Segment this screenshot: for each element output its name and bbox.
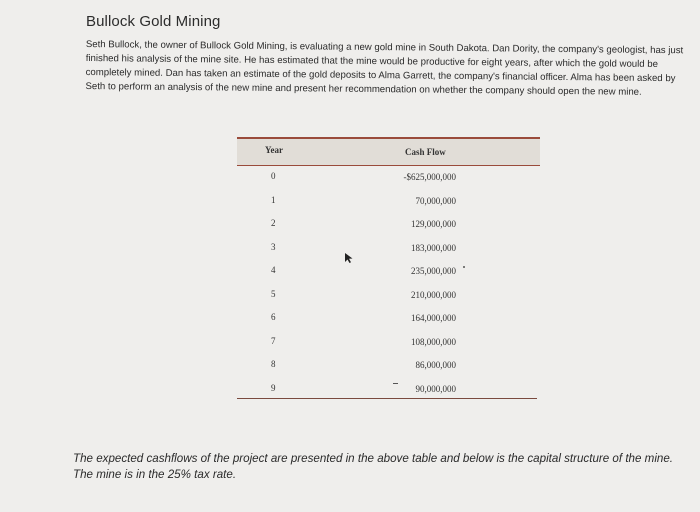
row-year: 5 (271, 288, 276, 299)
row-cash-flow: 90,000,000 (415, 383, 456, 394)
table-row (237, 260, 540, 284)
row-year: 0 (271, 171, 276, 181)
row-cash-flow: 86,000,000 (415, 360, 456, 370)
row-cash-flow: -$625,000,000 (403, 172, 456, 182)
table-row (237, 354, 540, 378)
mouse-pointer-icon (344, 252, 354, 264)
row-cash-flow: 129,000,000 (411, 219, 456, 229)
pen-tick-mark (393, 383, 398, 384)
row-year: 3 (271, 241, 276, 252)
row-cash-flow: 235,000,000 (411, 266, 456, 276)
row-cash-flow: 210,000,000 (411, 289, 456, 300)
row-cash-flow: 164,000,000 (411, 313, 456, 323)
table-body (237, 166, 540, 401)
row-cash-flow: 183,000,000 (411, 242, 456, 253)
row-year: 2 (271, 218, 276, 228)
table-row (237, 237, 540, 261)
row-year: 7 (271, 335, 276, 346)
row-year: 4 (271, 265, 276, 275)
stray-dot (463, 266, 465, 268)
table-row (237, 307, 540, 331)
table-row (237, 331, 540, 355)
row-year: 8 (271, 359, 276, 369)
row-cash-flow: 70,000,000 (415, 195, 456, 206)
header-year: Year (265, 145, 283, 155)
row-year: 9 (271, 382, 276, 393)
footer-paragraph: The expected cashflows of the project are presented in the above table and below is the capital structure of the mine. The mine is in the 25% tax rate. (73, 452, 674, 481)
cash-flow-table (237, 137, 540, 401)
document-title: Bullock Gold Mining (86, 13, 221, 30)
table-row (237, 213, 540, 237)
table-bottom-rule (237, 398, 537, 399)
intro-paragraph: Seth Bullock, the owner of Bullock Gold Mining, is evaluating a new gold mine in South Dakota. Dan Dority, the company's geologist, has just finished his analysis of the mine site. He has estimated that the mine would be productive for eight years, after which the gold would be completely mined. Dan has taken an estimate of the gold deposits to Alma Garrett, the company's financial officer. Alma has been asked by Seth to perform an analysis of the new mine and present her recommendation on whether the company should open the new mine. (85, 38, 684, 98)
header-cash-flow: Cash Flow (405, 147, 446, 157)
row-year: 6 (271, 312, 276, 322)
table-row (237, 166, 540, 190)
table-header (237, 139, 540, 166)
table-row (237, 284, 540, 308)
row-year: 1 (271, 194, 276, 205)
table-row (237, 190, 540, 214)
row-cash-flow: 108,000,000 (411, 336, 456, 347)
